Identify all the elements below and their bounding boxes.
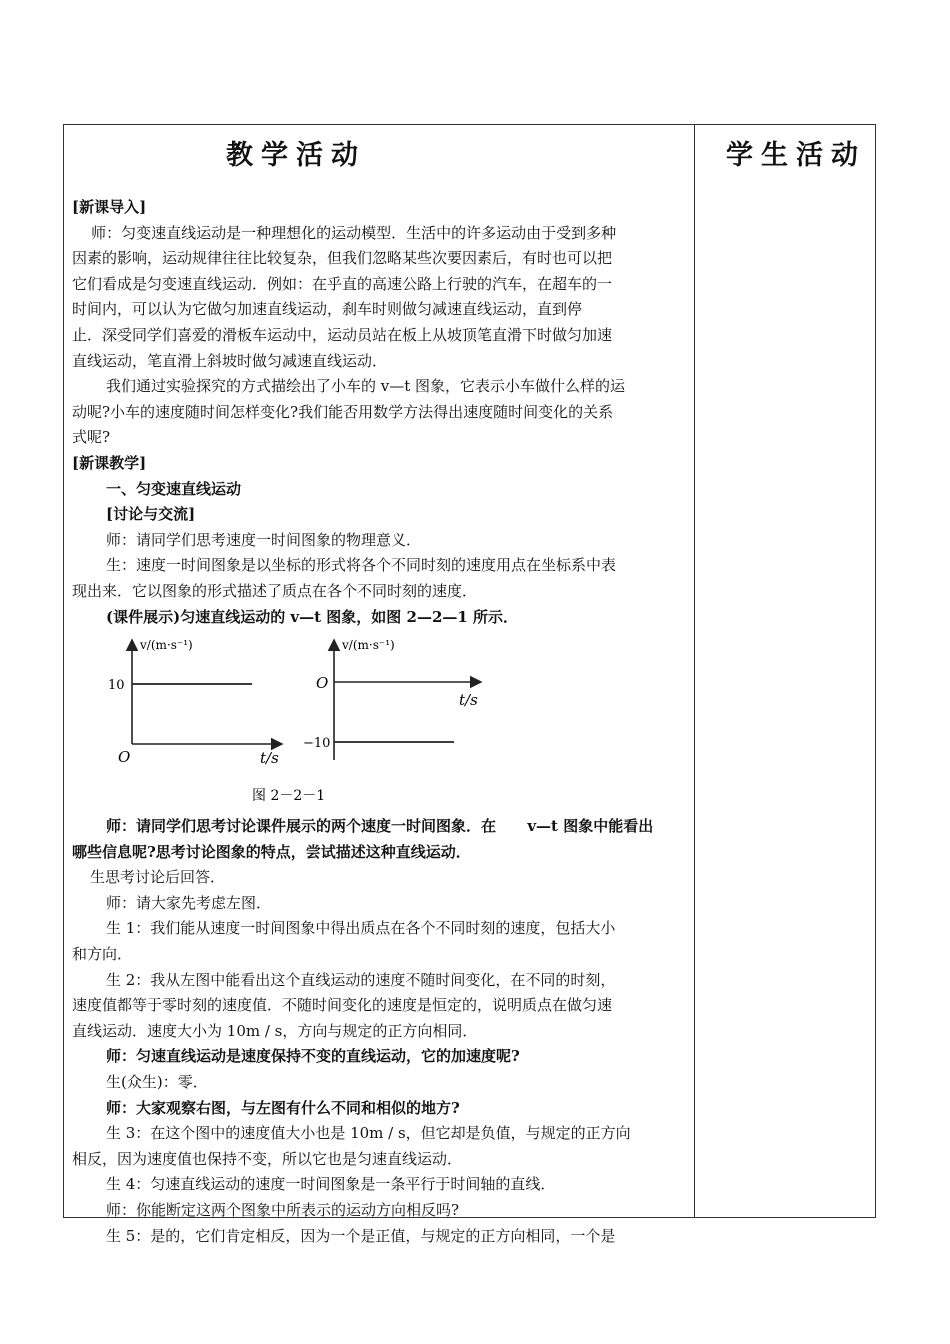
paragraph-line: 动呢?小车的速度随时间怎样变化?我们能否用数学方法得出速度随时间变化的关系 xyxy=(72,402,614,421)
paragraph-line: 生(众生)：零． xyxy=(106,1073,208,1092)
teaching-activity-header: 教学活动 xyxy=(226,140,366,171)
column-divider xyxy=(694,124,695,1218)
left-y-label: v/(m·s⁻¹) xyxy=(140,638,193,653)
paragraph-line: 生思考讨论后回答． xyxy=(90,868,226,887)
discussion-heading: [讨论与交流] xyxy=(106,505,196,524)
paragraph-line: 相反，因为速度值也保持不变，所以它也是匀速直线运动． xyxy=(72,1149,463,1168)
paragraph-line: 师：匀速直线运动是速度保持不变的直线运动，它的加速度呢? xyxy=(106,1047,520,1066)
paragraph-line: 我们通过实验探究的方式描绘出了小车的 v—t 图象，它表示小车做什么样的运 xyxy=(106,377,626,396)
courseware-line: (课件展示)匀速直线运动的 v—t 图象，如图 2—2—1 所示． xyxy=(106,607,519,626)
left-origin-label: O xyxy=(118,748,131,767)
paragraph-line: 生：速度一时间图象是以坐标的形式将各个不同时刻的速度用点在坐标系中表 xyxy=(106,556,617,575)
paragraph-line: 直线运动，笔直滑上斜坡时做匀减速直线运动． xyxy=(72,351,388,370)
paragraph-line: 生 3：在这个图中的速度值大小也是 10m / s，但它却是负值，与规定的正方向 xyxy=(106,1124,631,1143)
paragraph-line: 师：请同学们思考速度一时间图象的物理意义． xyxy=(106,530,422,549)
paragraph-line: 直线运动．速度大小为 10m / s，方向与规定的正方向相同． xyxy=(72,1021,478,1040)
section-heading-teaching: [新课教学] xyxy=(72,453,147,472)
velocity-time-graphs xyxy=(104,632,564,810)
paragraph-line: 师：匀变速直线运动是一种理想化的运动模型．生活中的许多运动由于受到多种 xyxy=(72,223,617,242)
left-graph xyxy=(108,638,282,767)
paragraph-line: 和方向． xyxy=(72,945,133,964)
left-x-label: t/s xyxy=(260,749,279,768)
paragraph-line: 生 1：我们能从速度一时间图象中得出质点在各个不同时刻的速度，包括大小 xyxy=(106,919,616,938)
paragraph-line: 时间内，可以认为它做匀加速直线运动，刹车时则做匀减速直线运动，直到停 xyxy=(72,300,583,319)
subsection-heading: 一、匀变速直线运动 xyxy=(106,479,242,498)
figure-2-2-1 xyxy=(72,632,688,810)
right-graph xyxy=(303,638,481,760)
right-x-label: t/s xyxy=(459,691,478,710)
paragraph-line: 生 5：是的，它们肯定相反，因为一个是正值，与规定的正方向相同，一个是 xyxy=(106,1226,616,1245)
paragraph-line: 师：你能断定这两个图象中所表示的运动方向相反吗? xyxy=(106,1201,460,1219)
paragraph-line: 师：请大家先考虑左图． xyxy=(106,893,272,912)
paragraph-line: 哪些信息呢?思考讨论图象的特点，尝试描述这种直线运动． xyxy=(72,842,471,861)
paragraph-line: 生 4：匀速直线运动的速度一时间图象是一条平行于时间轴的直线． xyxy=(106,1175,556,1194)
paragraph-line: 生 2：我从左图中能看出这个直线运动的速度不随时间变化，在不同的时刻， xyxy=(106,970,616,989)
right-value-label: −10 xyxy=(303,736,331,752)
section-heading-intro: [新课导入] xyxy=(72,198,147,216)
paragraph-line: 师：请同学们思考讨论课件展示的两个速度一时间图象．在 v—t 图象中能看出 xyxy=(106,817,654,836)
paragraph-line: 师：大家观察右图，与左图有什么不同和相似的地方? xyxy=(106,1098,460,1117)
paragraph-line: 它们看成是匀变速直线运动．例如：在乎直的高速公路上行驶的汽车，在超车的一 xyxy=(72,274,613,293)
right-y-label: v/(m·s⁻¹) xyxy=(342,638,395,653)
left-value-label: 10 xyxy=(108,678,125,694)
paragraph-line: 止．深受同学们喜爱的滑板车运动中，运动员站在板上从坡顶笔直滑下时做匀加速 xyxy=(72,325,613,344)
paragraph-line: 因素的影响，运动规律往往比较复杂，但我们忽略某些次要因素后，有时也可以把 xyxy=(72,249,613,268)
paragraph-line: 现出来．它以图象的形式描述了质点在各个不同时刻的速度． xyxy=(72,581,478,600)
paragraph-line: 式呢? xyxy=(72,428,111,447)
right-origin-label: O xyxy=(316,674,329,693)
figure-caption: 图 2－2－1 xyxy=(252,788,326,805)
student-activity-header: 学生活动 xyxy=(726,140,866,171)
paragraph-line: 速度值都等于零时刻的速度值．不随时间变化的速度是恒定的，说明质点在做匀速 xyxy=(72,996,613,1015)
teaching-content xyxy=(72,195,688,1249)
